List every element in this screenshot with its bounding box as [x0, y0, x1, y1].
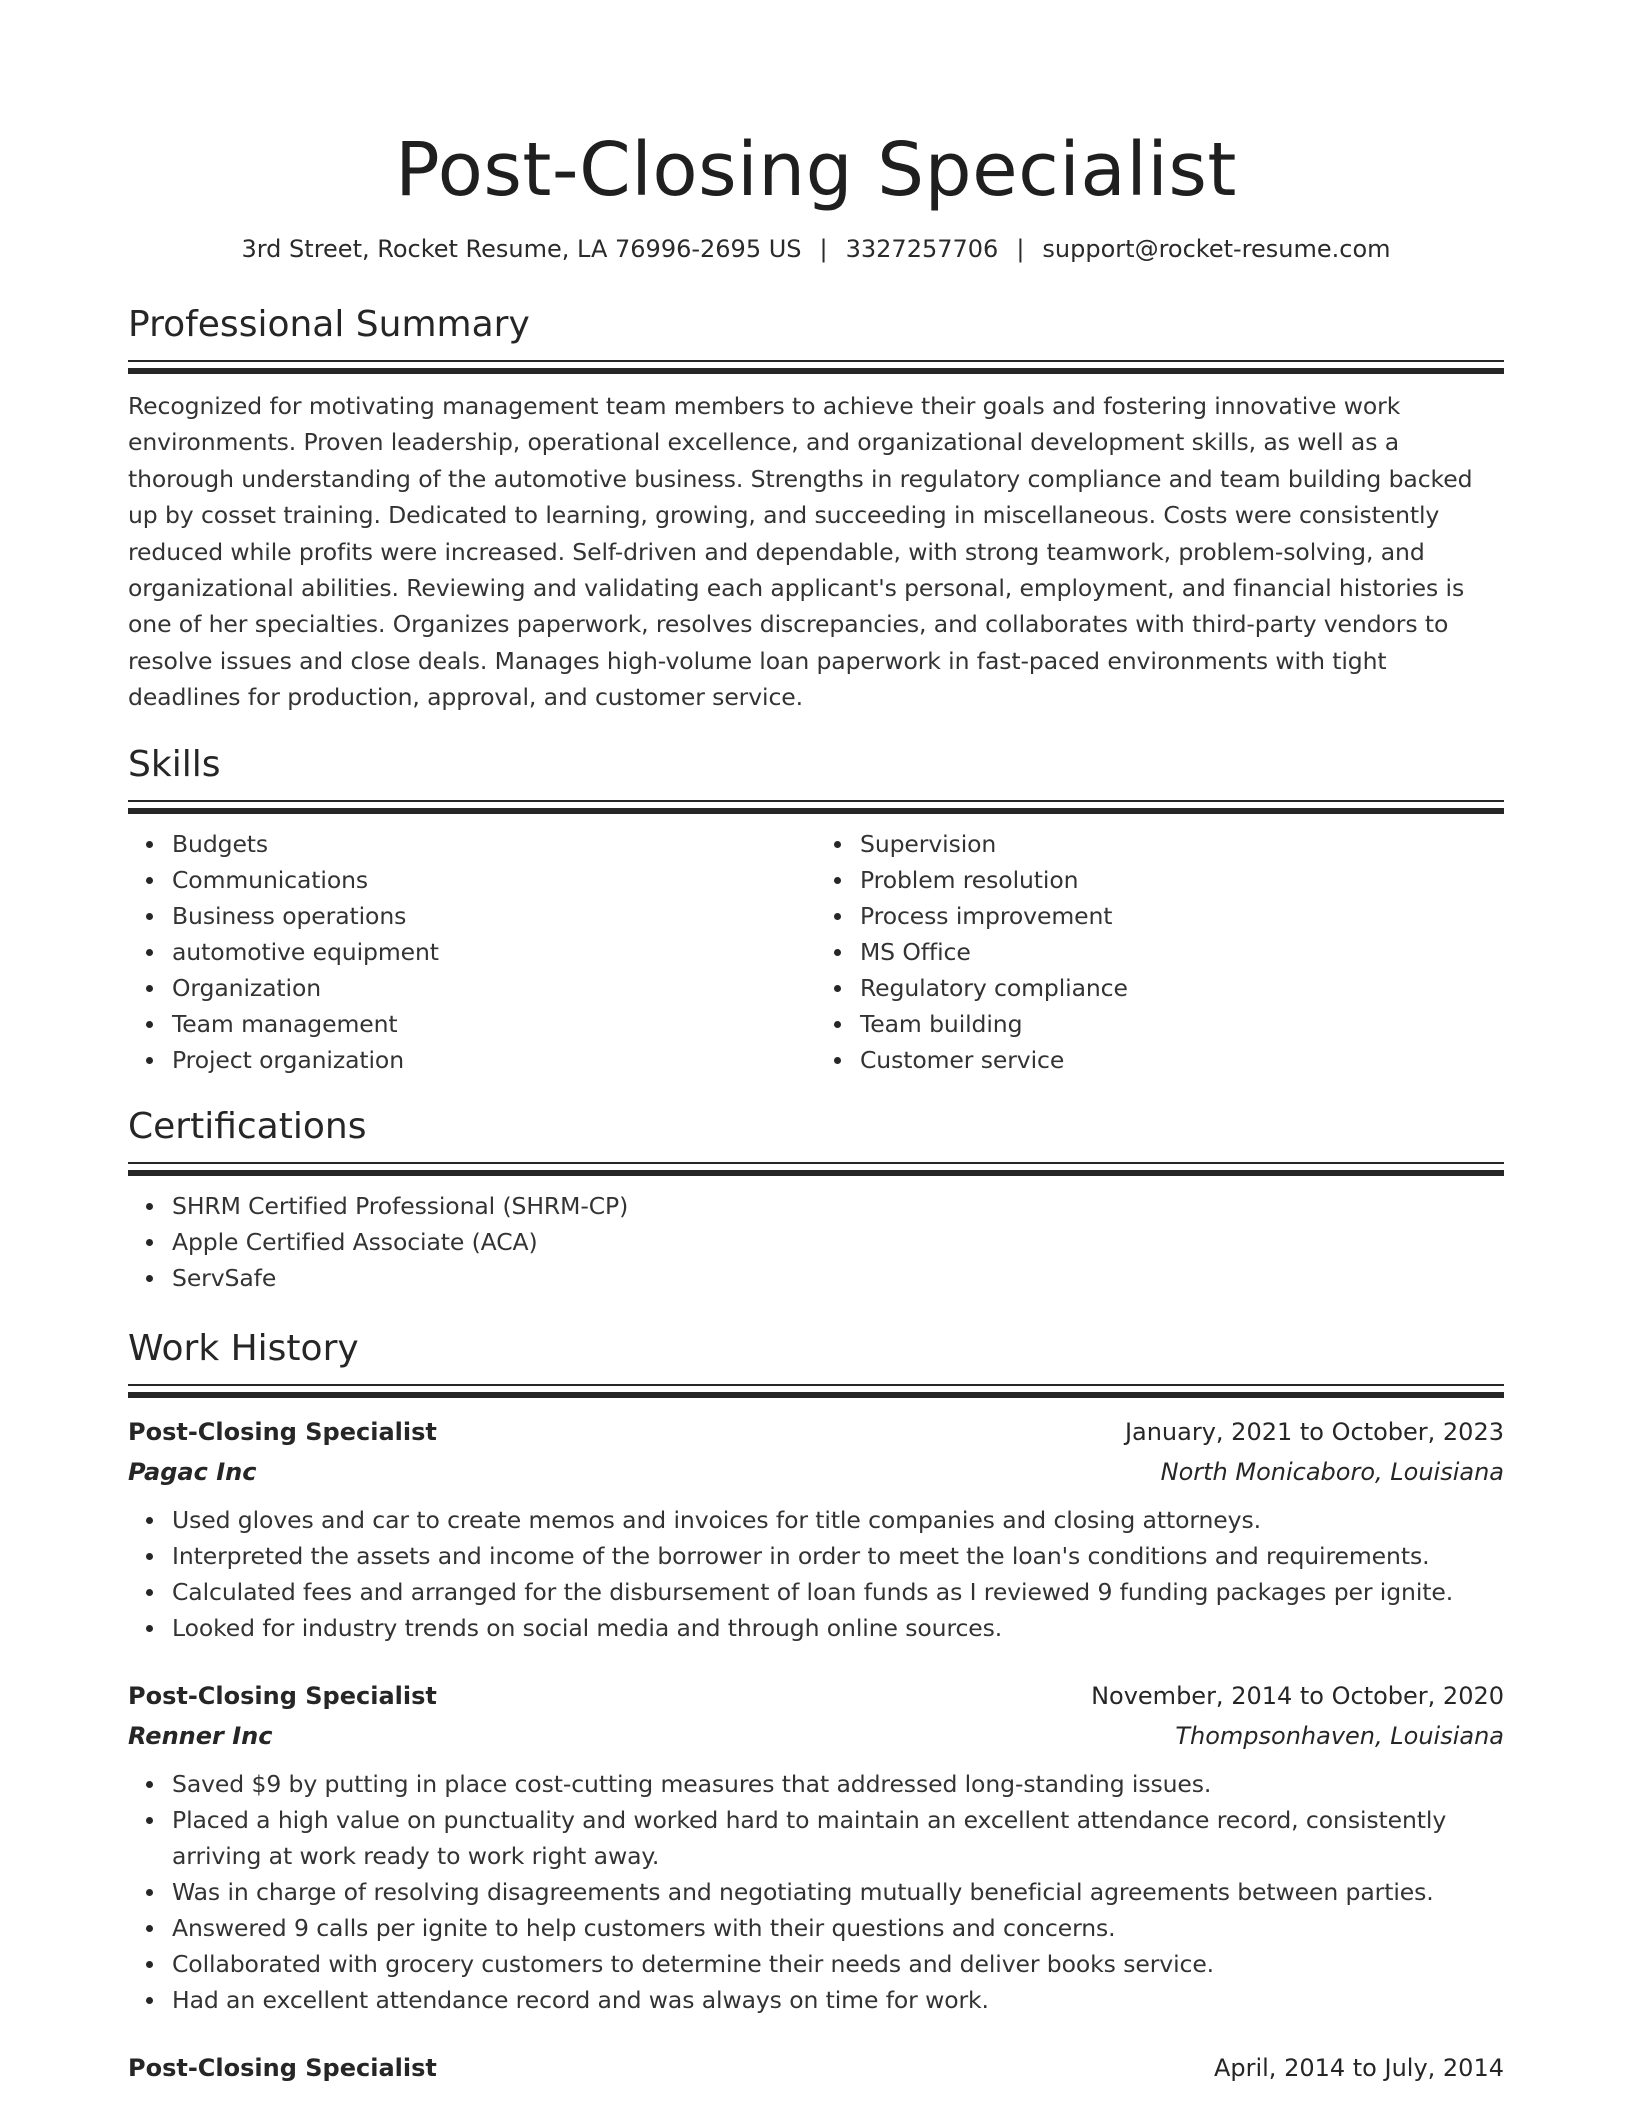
section-divider	[128, 800, 1504, 802]
job-company: Renner Inc	[128, 1721, 273, 1750]
certifications-section	[128, 1104, 1504, 1296]
job-title: Post-Closing Specialist	[128, 1417, 437, 1446]
job-title: Post-Closing Specialist	[128, 1681, 437, 1710]
list-item: Process improvement	[860, 898, 1504, 934]
job-title: Post-Closing Specialist	[128, 2053, 437, 2082]
list-item: Collaborated with grocery customers to determine their needs and deliver books service.	[172, 1946, 1504, 1982]
contact-phone: 3327257706	[845, 235, 999, 263]
contact-address: 3rd Street, Rocket Resume, LA 76996-2695 US	[241, 235, 802, 263]
job-dates: April, 2014 to July, 2014	[1213, 2053, 1504, 2082]
list-item: ServSafe	[172, 1260, 1504, 1296]
job-dates: November, 2014 to October, 2020	[1091, 1681, 1504, 1710]
list-item: SHRM Certified Professional (SHRM-CP)	[172, 1188, 1504, 1224]
list-item: Answered 9 calls per ignite to help customers with their questions and concerns.	[172, 1910, 1504, 1946]
section-title-summary: Professional Summary	[128, 304, 530, 345]
job-duties-list	[128, 1766, 1504, 2018]
list-item: Was in charge of resolving disagreements and negotiating mutually beneficial agreements between parties.	[172, 1874, 1504, 1910]
skills-section	[128, 742, 1504, 1078]
list-item: Team building	[860, 1006, 1504, 1042]
list-item: Supervision	[860, 826, 1504, 862]
section-divider	[128, 1392, 1504, 1398]
job-header-row	[128, 1412, 1504, 1452]
candidate-name: Post-Closing Specialist	[395, 127, 1237, 213]
list-item: Budgets	[172, 826, 816, 862]
list-item: Regulatory compliance	[860, 970, 1504, 1006]
certifications-list	[128, 1188, 1504, 1296]
list-item: Project organization	[172, 1042, 816, 1078]
job-entry	[128, 1412, 1504, 1646]
list-item: Looked for industry trends on social media and through online sources.	[172, 1610, 1504, 1646]
section-divider	[128, 1384, 1504, 1386]
contact-line	[128, 232, 1504, 266]
summary-text: Recognized for motivating management team members to achieve their goals and fostering innovative work environments. Proven leadership, operational excellence, and organizational development skills, as well as a thorough understanding of the automotive business. Strengths in regulatory compliance and team building backed up by cosset training. Dedicated to learning, growing, and succeeding in miscellaneous. Costs were consistently reduced while profits were increased. Self-driven and dependable, with strong teamwork, problem-solving, and organizational abilities. Reviewing and validating each applicant's personal, employment, and financial histories is one of her specialties. Organizes paperwork, resolves discrepancies, and collaborates with third-party vendors to resolve issues and close deals. Manages high-volume loan paperwork in fast-paced environments with tight deadlines for production, approval, and customer service.	[128, 392, 1473, 712]
list-item: Communications	[172, 862, 816, 898]
section-divider	[128, 360, 1504, 362]
list-item: Apple Certified Associate (ACA)	[172, 1224, 1504, 1260]
contact-separator: |	[819, 235, 828, 263]
resume-page	[128, 0, 1504, 2088]
section-title-certifications: Certifications	[128, 1105, 367, 1147]
job-header-row	[128, 1676, 1504, 1716]
job-location: Thompsonhaven, Louisiana	[1175, 1721, 1504, 1750]
job-location: North Monicaboro, Louisiana	[1160, 1457, 1504, 1486]
skills-list-left	[128, 826, 816, 1078]
job-duties-list	[128, 1502, 1504, 1646]
skills-columns	[128, 826, 1504, 1078]
list-item: automotive equipment	[172, 934, 816, 970]
summary-section	[128, 302, 1504, 716]
list-item: Team management	[172, 1006, 816, 1042]
skills-list-right	[816, 826, 1504, 1078]
job-entry	[128, 2048, 1504, 2088]
jobs-list	[128, 1412, 1504, 2088]
job-entry	[128, 1676, 1504, 2018]
contact-separator: |	[1016, 235, 1025, 263]
job-company-row	[128, 1452, 1504, 1492]
work-history-section	[128, 1326, 1504, 2088]
list-item: Problem resolution	[860, 862, 1504, 898]
contact-email[interactable]: support@rocket-resume.com	[1042, 235, 1391, 263]
list-item: Interpreted the assets and income of the borrower in order to meet the loan's conditions and requirements.	[172, 1538, 1504, 1574]
list-item: Calculated fees and arranged for the disbursement of loan funds as I reviewed 9 funding packages per ignite.	[172, 1574, 1504, 1610]
job-company-row	[128, 1716, 1504, 1756]
list-item: MS Office	[860, 934, 1504, 970]
job-header-row	[128, 2048, 1504, 2088]
list-item: Business operations	[172, 898, 816, 934]
job-dates: January, 2021 to October, 2023	[1124, 1417, 1504, 1446]
section-divider	[128, 1162, 1504, 1164]
section-divider	[128, 368, 1504, 374]
list-item: Placed a high value on punctuality and worked hard to maintain an excellent attendance record, consistently arriving at work ready to work right away.	[172, 1802, 1504, 1874]
list-item: Had an excellent attendance record and was always on time for work.	[172, 1982, 1504, 2018]
list-item: Customer service	[860, 1042, 1504, 1078]
section-title-work-history: Work History	[128, 1327, 359, 1369]
job-company: Pagac Inc	[128, 1457, 257, 1486]
list-item: Organization	[172, 970, 816, 1006]
section-divider	[128, 808, 1504, 814]
section-divider	[128, 1170, 1504, 1176]
section-title-skills: Skills	[128, 743, 221, 785]
list-item: Saved $9 by putting in place cost-cutting measures that addressed long-standing issues.	[172, 1766, 1504, 1802]
list-item: Used gloves and car to create memos and invoices for title companies and closing attorneys.	[172, 1502, 1504, 1538]
